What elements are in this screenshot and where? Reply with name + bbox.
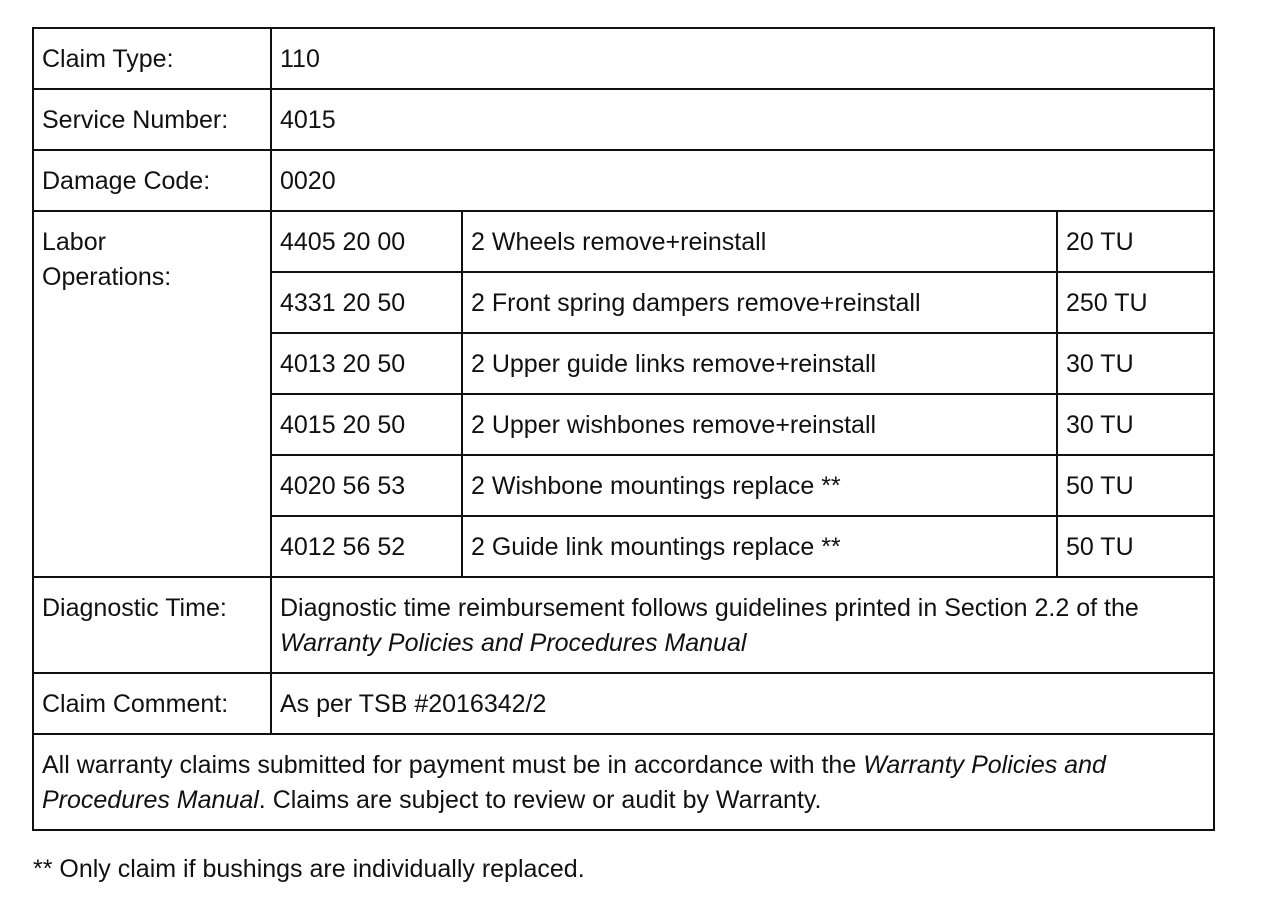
labor-operation-time: 30 TU: [1057, 333, 1214, 394]
claim-type-row: [33, 28, 1214, 89]
diagnostic-manual-title: Warranty Policies and Procedures Manual: [280, 629, 747, 657]
labor-operation-code: 4020 56 53: [271, 455, 462, 516]
labor-operation-time: 50 TU: [1057, 516, 1214, 577]
disclaimer-row: [33, 734, 1214, 830]
labor-operation-description: 2 Front spring dampers remove+reinstall: [462, 272, 1057, 333]
labor-operation-time: 20 TU: [1057, 211, 1214, 272]
claim-type-label: Claim Type:: [33, 28, 271, 89]
claim-comment-label: Claim Comment:: [33, 673, 271, 734]
diagnostic-time-text: [271, 577, 1214, 673]
labor-label-line1: Labor: [42, 228, 106, 256]
labor-operation-time: 50 TU: [1057, 455, 1214, 516]
labor-operation-description: 2 Guide link mountings replace **: [462, 516, 1057, 577]
labor-operation-description: 2 Wishbone mountings replace **: [462, 455, 1057, 516]
labor-operation-code: 4015 20 50: [271, 394, 462, 455]
disclaimer-text-start: All warranty claims submitted for payment must be in accordance with the: [42, 751, 864, 779]
service-number-label: Service Number:: [33, 89, 271, 150]
claim-comment-row: [33, 673, 1214, 734]
claim-type-value: 110: [271, 28, 1214, 89]
labor-operation-code: 4013 20 50: [271, 333, 462, 394]
claim-comment-value: As per TSB #2016342/2: [271, 673, 1214, 734]
labor-operation-time: 30 TU: [1057, 394, 1214, 455]
labor-operation-description: 2 Upper wishbones remove+reinstall: [462, 394, 1057, 455]
damage-code-value: 0020: [271, 150, 1214, 211]
labor-operation-code: 4012 56 52: [271, 516, 462, 577]
warranty-claim-table: [32, 27, 1215, 831]
damage-code-label: Damage Code:: [33, 150, 271, 211]
damage-code-row: [33, 150, 1214, 211]
diagnostic-time-label: Diagnostic Time:: [33, 577, 271, 673]
diagnostic-time-row: [33, 577, 1214, 673]
labor-operation-code: 4405 20 00: [271, 211, 462, 272]
disclaimer-text: [33, 734, 1214, 830]
disclaimer-text-end: . Claims are subject to review or audit by Warranty.: [258, 786, 822, 814]
labor-operation-code: 4331 20 50: [271, 272, 462, 333]
footnote: ** Only claim if bushings are individually replaced.: [33, 855, 585, 883]
service-number-row: [33, 89, 1214, 150]
labor-operation-description: 2 Upper guide links remove+reinstall: [462, 333, 1057, 394]
labor-label-line2: Operations:: [42, 263, 172, 291]
labor-operation-description: 2 Wheels remove+reinstall: [462, 211, 1057, 272]
labor-operation-time: 250 TU: [1057, 272, 1214, 333]
labor-operation-row: [33, 211, 1214, 272]
service-number-value: 4015: [271, 89, 1214, 150]
disclaimer-manual-title: Warranty Policies and Procedures Manual: [42, 751, 1106, 814]
diagnostic-text-regular: Diagnostic time reimbursement follows guidelines printed in Section 2.2 of the: [280, 594, 1139, 622]
labor-operations-label: [33, 211, 271, 577]
